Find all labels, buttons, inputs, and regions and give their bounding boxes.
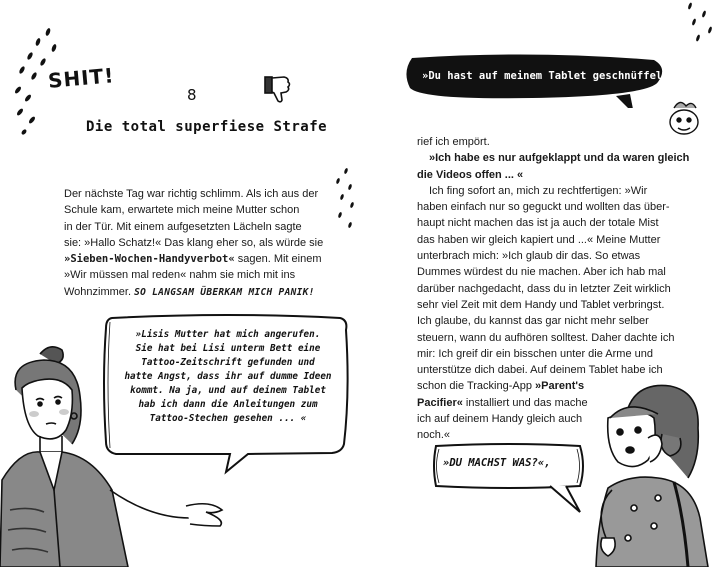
bold-phrase: »Sieben-Wochen-Handyverbot« <box>64 253 235 266</box>
app-name: »Parent's <box>535 380 585 393</box>
mother-illustration <box>0 340 240 567</box>
banner-text: »Du hast auf meinem Tablet geschnüffelt?«, <box>422 70 688 82</box>
bubble-line: kommt. Na ja, und auf deinem Tablet <box>130 385 326 396</box>
text-line: »Wir müssen mal reden« nahm sie mich mit ins <box>64 269 296 282</box>
text-line <box>64 251 323 267</box>
text-fragment: schon die Tracking-App <box>417 380 536 393</box>
girl-illustration <box>588 378 720 567</box>
text-line: sie: »Hallo Schatz!« Das klang eher so, als würde sie <box>64 236 324 249</box>
bubble-line: »Lisis Mutter hat mich angerufen. <box>135 329 321 340</box>
text-line: Dummes würdest du nie machen. Aber ich hab mal <box>417 266 666 279</box>
bubble-line: hatte Angst, dass ihr auf dumme Ideen <box>124 371 332 382</box>
panic-phrase: SO LANGSAM ÜBERKAM MICH PANIK! <box>134 286 315 298</box>
text-line: Ich glaube, du kannst das gar nicht mehr selber <box>417 315 649 328</box>
text-line: das haben wir gleich kapiert und ...« Meine Mutter <box>417 233 661 246</box>
text-line: noch.« <box>417 429 451 442</box>
right-page <box>360 0 720 567</box>
shout-bubble <box>430 440 590 520</box>
bubble-line: Tattoo-Stechen gesehen ... « <box>149 413 307 424</box>
thumbs-down-icon <box>262 72 296 106</box>
body-paragraph <box>64 186 323 301</box>
bubble-line: Sie hat bei Lisi unterm Bett eine <box>135 343 321 354</box>
text-line: in der Tür. Mit einem aufgesetzten Lächeln sagte <box>64 220 302 233</box>
text-fragment: sagen. Mit einem <box>234 253 322 266</box>
text-line: darüber nachgedacht, dass du in letzter Zeit wirklich <box>417 282 671 295</box>
shout-text: »DU MACHST WAS?«, <box>443 457 551 469</box>
chapter-title: Die total superfiese Strafe <box>86 119 328 135</box>
text-fragment: Wohnzimmer. <box>64 285 135 298</box>
text-line: Schule kam, erwartete mich meine Mutter schon <box>64 204 300 217</box>
text-line: haupt nicht machen das ist ja auch der totale Mist <box>417 217 659 230</box>
text-line: sehr viel Zeit mit dem Handy und Tablet verbringst. <box>417 298 665 311</box>
text-line: Ich fing sofort an, mich zu rechtfertigen: »Wir <box>429 184 648 197</box>
text-line: unterbrach mich: »Ich glaub dir das. So etwas <box>417 250 641 263</box>
text-line: rief ich empört. <box>417 136 490 148</box>
text-line: die Videos offen ... « <box>417 168 524 181</box>
text-line: »Ich habe es nur aufgeklappt und da waren gleich <box>429 152 690 165</box>
text-line: haben einfach nur so geguckt und wollten das über- <box>417 201 670 214</box>
ink-dots-decoration <box>330 165 360 235</box>
text-line: unterstütze dich dabei. Auf deinem Tablet habe ich <box>417 364 663 377</box>
text-line <box>64 284 323 301</box>
chapter-number: 8 <box>187 86 197 104</box>
bubble-line: hab ich dann die Anleitungen zum <box>138 399 318 410</box>
text-line: ich auf deinem Handy gleich auch <box>417 413 583 426</box>
text-line: mir: Ich greif dir ein bisschen unter die Arme und <box>417 347 654 360</box>
ink-dots-decoration <box>680 0 720 50</box>
app-name: Pacifier« <box>417 396 463 409</box>
text-line: steuern, wann du aufhören solltest. Daher dachte ich <box>417 331 675 344</box>
exclamation-title: SHIT! <box>47 63 116 93</box>
text-line: Der nächste Tag war richtig schlimm. Als ich aus der <box>64 188 319 200</box>
text-fragment: installiert und das mache <box>462 396 588 409</box>
bubble-line: Tattoo-Zeitschrift gefunden und <box>141 357 315 368</box>
